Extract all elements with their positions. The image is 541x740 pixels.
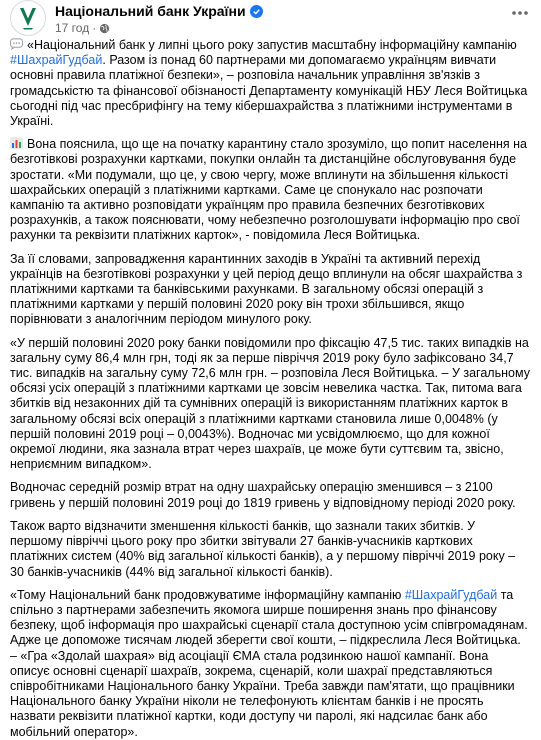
hashtag-link[interactable]: #ШахрайГудбай	[404, 587, 498, 602]
more-horizontal-icon	[511, 10, 529, 16]
paragraph-text: . Разом із понад 60 партнерами ми допомагаємо українцям вивчати основні правила платіжної безпеки», – розповіла начальник управління зв'язків з громадськістю та фінансової обізнаності Департаменту комунікацій НБУ Леся Войтицька сьогодні під час пресбрифінгу на тему кібершахрайства з платіжними інструментами в Україні.	[10, 53, 528, 129]
post-paragraph-3: За її словами, запровадження карантинних заходів в Україні та активний перехід українців на безготівкові розрахунки у цей період дещо вплинули на обсяг шахрайства з платіжними картками та банківськими рахунками. В загальному обсязі операцій з платіжними картками у першій половині 2020 року він трохи збільшився, якщо порівнювати з аналогічним періодом минулого року.	[10, 251, 523, 327]
bar-chart-icon	[10, 137, 23, 149]
post-paragraph-2	[10, 137, 531, 243]
header-text	[55, 2, 263, 36]
more-options-button[interactable]	[507, 4, 533, 22]
post-paragraph-1	[10, 38, 531, 129]
post-paragraph-6: Також варто відзначити зменшення кількості банків, що зазнали таких збитків. У першому півріччі цього року про збитки звітували 27 банків-учасників карткових платіжних систем (40% від загальної кількості банків), а у першому півріччі 2019 року – 30 банків-учасників (44% від загальної кількості банків).	[10, 518, 516, 579]
speech-bubble-icon	[10, 38, 23, 50]
page-name-row	[55, 2, 263, 20]
paragraph-text: «Тому Національний банк продовжуватиме інформаційну кампанію	[10, 587, 405, 602]
meta-separator: ·	[92, 21, 97, 35]
post-paragraph-5: Водночас середній розмір втрат на одну шахрайську операцію зменшився – з 2100 гривень у першій половині 2019 році до 1819 гривень у відповідному періоді 2020 року.	[10, 480, 516, 510]
page-avatar[interactable]	[10, 0, 46, 36]
post-meta	[55, 20, 263, 36]
post-header	[10, 0, 531, 38]
hashtag-link[interactable]: #ШахрайГудбай	[10, 53, 103, 68]
paragraph-text: «Національний банк у липні цього року запустив масштабну інформаційну кампанію	[27, 38, 517, 52]
post-paragraph-7	[10, 588, 531, 740]
page-name[interactable]: Національний банк України	[55, 3, 246, 19]
post-timestamp[interactable]: 17 год	[55, 21, 90, 35]
paragraph-text: Вона пояснила, що ще на початку карантину стало зрозуміло, що попит населення на безготівкові розрахунки картками, покупки онлайн та дистанційне обслуговування буде зростати. «Ми подумали, що це, у свою чергу, може вплинути на збільшення кількості шахрайських операцій з платіжними картками. Саме це спонукало нас розпочати кампанію та активно розповідати українцям про правила безпечних безготівкових розрахунків, а також пояснювати, чому небезпечно розголошувати інформацію про свої рахунки та реквізити платіжних карток», - повідомила Леся Войтицька.	[10, 137, 527, 243]
nbu-logo-icon	[15, 5, 41, 31]
post-paragraph-4: «У першій половині 2020 року банки повідомили про фіксацію 47,5 тис. таких випадків на загальну суму 86,4 млн грн, тоді як за перше півріччя 2019 року було зафіксовано 34,7 тис. випадків на загальну суму 72,6 млн грн. – розповіла Леся Войтицька. – У загальному обсязі усіх операцій з платіжними картками це зовсім невелика частка. Так, питома вага збитків від незаконних дій та сумнівних операцій із використанням платіжних карток в загальному обсязі всіх операцій з платіжними картками становила лише 0,0048% (у першій половині 2019 році – 0,0043%). Водночас ми усвідомлюємо, що для кожної окремої людини, яка зазнала втрат через шахраїв, це може бути суттєвим та, звісно, неприємним випадком».	[10, 335, 530, 472]
verified-check-icon	[250, 5, 263, 18]
post-body	[10, 38, 531, 740]
globe-icon	[99, 23, 110, 34]
paragraph-text: та спільно з партнерами забезпечить якомога ширше поширення знань про фінансову безпеку, щоб інформація про шахрайські сценарії стала доступною усім співгромадянам. Адже це допоможе тисячам людей зберегти свої кошти, – підкреслила Леся Войтицька. – «Гра «Здолай шахрая» від асоціації ЄМА стала родзинкою нашої кампанії. Вона описує основні сценарії шахраїв, зокрема, сценарій, коли шахраї представляються співробітниками Національного банку України. Треба завжди пам'ятати, що працівники Національного банку України ніколи не телефонують клієнтам банків і не просять назвати реквізити платіжної картки, коди доступу чи паролі, які надсилає банк або мобільний оператор».	[10, 587, 528, 739]
